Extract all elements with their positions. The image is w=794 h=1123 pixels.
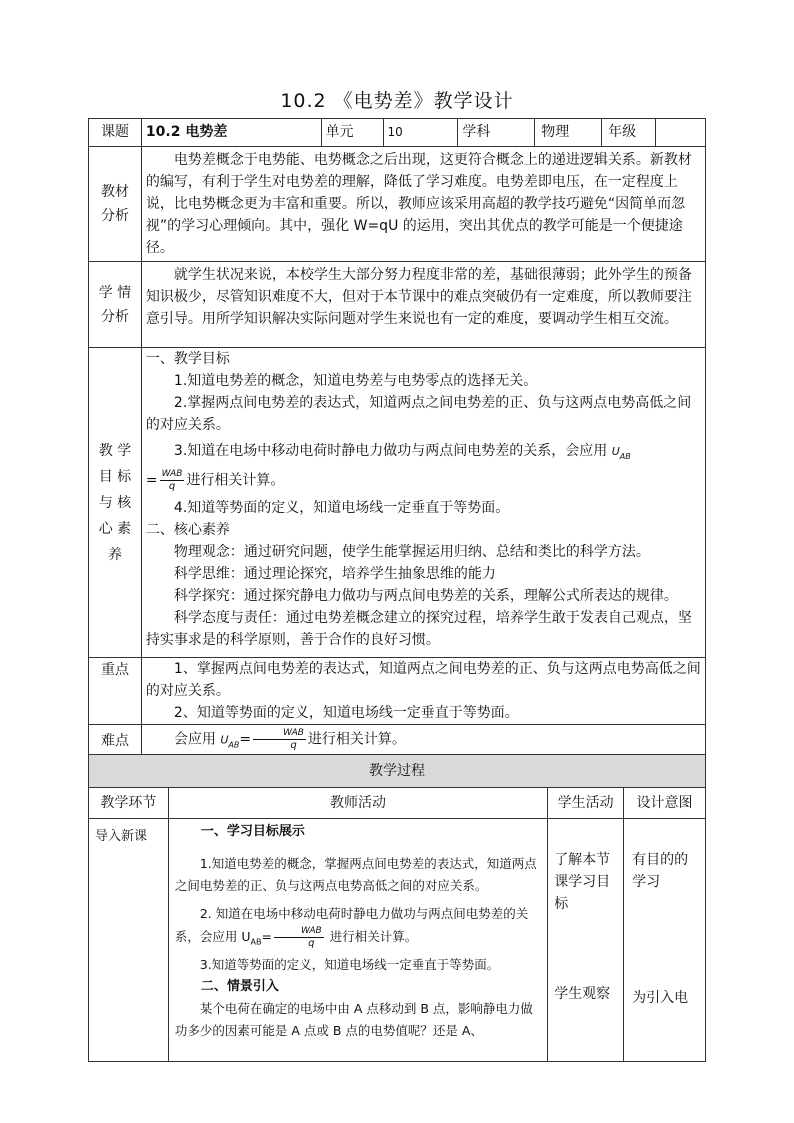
stage-cell: 导入新课 xyxy=(89,819,169,1062)
grade-label: 年级 xyxy=(602,119,656,147)
textbook-analysis-text xyxy=(141,147,705,262)
topic-label: 课题 xyxy=(89,119,142,147)
scene-paragraph: 某个电荷在确定的电场中由 A 点移动到 B 点，影响静电力做功多少的因素可能是 A 点或 B 点的电势值呢？还是 A、 xyxy=(174,1000,533,1038)
textbook-analysis-label xyxy=(89,147,142,262)
formula-sub-ab: AB xyxy=(619,451,631,461)
student-activity-1: 了解本节课学习目标 xyxy=(554,852,611,912)
core-literacy-4: 科学态度与责任：通过电势差概念建立的探究过程，培养学生敢于发表自己观点，坚持实事求是的科学原则，善于合作的良好习惯。 xyxy=(145,609,692,648)
difficulty-label: 难点 xyxy=(89,725,142,769)
section-goals-title: 一、学习目标展示 xyxy=(200,824,305,839)
formula-denominator: q xyxy=(290,740,297,751)
student-activity xyxy=(548,819,624,1062)
teacher-goal-3: 3.知道等势面的定义，知道电场线一定垂直于等势面。 xyxy=(199,956,500,972)
teacher-goal-1: 1.知道电势差的概念，掌握两点间电势差的表达式，知道两点之间电势差的正、负与这两点电势高低之间的对应关系。 xyxy=(174,856,537,893)
formula-fraction xyxy=(160,468,185,493)
textbook-analysis-paragraph: 电势差概念于电势能、电势概念之后出现，这更符合概念上的递进逻辑关系。新教材的编写，有利于学生对电势差的理解，降低了学习难度。电势差即电压，在一定程度上说，比电势概念更为丰富和重要。所以，教师应该采用高超的教学技巧避免“因简单而忽视”的学习心理倾向。其中，强化 W=qU 的运用，突出其优点的教学可能是一个便捷途径。 xyxy=(145,152,692,256)
goal-item-1: 1.知道电势差的概念，知道电势差与电势零点的选择无关。 xyxy=(173,373,538,389)
design-intent-1: 有目的的学习 xyxy=(632,852,689,890)
student-activity-2: 学生观察 xyxy=(554,986,611,1002)
goal-item-3-tail: 进行相关计算。 xyxy=(186,472,285,489)
col-teacher: 教师活动 xyxy=(168,788,547,819)
key-point-2: 2、知道等势面的定义，知道电场线一定垂直于等势面。 xyxy=(173,705,519,721)
col-stage: 教学环节 xyxy=(89,788,169,819)
goal-item-3-text: 3.知道在电场中移动电荷时静电力做功与两点间电势差的关系，会应用 xyxy=(173,443,608,459)
core-literacy-heading: 二、核心素养 xyxy=(145,521,230,538)
formula-var-u: U xyxy=(611,445,620,458)
key-point-1: 1、掌握两点间电势差的表达式，知道两点之间电势差的正、负与这两点电势高低之间的对应关系。 xyxy=(145,661,701,699)
design-intent-2: 为引入电 xyxy=(632,990,689,1006)
formula-numerator: WAB xyxy=(274,925,324,938)
process-title: 教学过程 xyxy=(89,755,706,788)
topic-value: 10.2 电势差 xyxy=(141,119,321,147)
goal-item-3-formula xyxy=(146,468,701,493)
teacher-goal-2 xyxy=(175,903,541,954)
key-points-label: 重点 xyxy=(89,658,142,725)
goals-label-line: 心 素 xyxy=(98,520,132,537)
goals-label-line: 目 标 xyxy=(98,468,132,485)
goals-label xyxy=(89,348,142,658)
unit-label: 单元 xyxy=(321,119,383,147)
formula-denominator: q xyxy=(308,938,315,949)
teaching-process-table xyxy=(88,754,706,1062)
formula-sub-ab: AB xyxy=(250,937,262,947)
formula-sub-ab: AB xyxy=(228,740,240,750)
goals-heading: 一、教学目标 xyxy=(145,351,230,367)
teacher-activity xyxy=(168,819,547,1062)
student-analysis-label xyxy=(89,262,142,348)
student-analysis-paragraph: 就学生状况来说，本校学生大部分努力程度非常的差，基础很薄弱；此外学生的预备知识极少，尽管知识难度不大，但对于本节课中的难点突破仍有一定难度，所以教师要注意引导。用所学知识解决实际问题对学生来说也有一定的难度，要调动学生相互交流。 xyxy=(145,267,692,327)
formula-fraction xyxy=(253,727,306,752)
formula-equals: = xyxy=(261,929,272,944)
col-student: 学生活动 xyxy=(548,788,624,819)
student-label-line2: 分析 xyxy=(100,308,129,325)
core-literacy-2: 科学思维：通过理论探究，培养学生抽象思维的能力 xyxy=(173,565,496,582)
goal-item-4: 4.知道等势面的定义，知道电场线一定垂直于等势面。 xyxy=(173,499,510,516)
student-label-line1: 学 情 xyxy=(98,284,132,301)
col-design: 设计意图 xyxy=(624,788,706,819)
grade-value xyxy=(656,119,706,147)
formula-numerator: WAB xyxy=(253,727,306,740)
goal-item-2: 2.掌握两点间电势差的表达式，知道两点之间电势差的正、负与这两点电势高低之间的对应关系。 xyxy=(145,395,692,433)
textbook-label-line1: 教材 xyxy=(100,184,129,200)
textbook-label-line2: 分析 xyxy=(100,208,129,224)
unit-value: 10 xyxy=(383,119,458,147)
core-literacy-1: 物理观念：通过研究问题，使学生能掌握运用归纳、总结和类比的科学方法。 xyxy=(173,543,650,560)
goals-label-line: 教 学 xyxy=(98,442,132,459)
subject-value: 物理 xyxy=(535,119,602,147)
design-intent xyxy=(624,819,706,1062)
difficulty-pre: 会应用 xyxy=(173,731,216,748)
key-points-content xyxy=(141,658,705,725)
formula-equals: = xyxy=(145,472,158,489)
student-analysis-text xyxy=(141,262,705,348)
section-scene-title: 二、情景引入 xyxy=(200,978,279,994)
difficulty-text xyxy=(146,727,701,756)
goals-content xyxy=(141,348,705,658)
formula-var-u: U xyxy=(220,733,229,747)
formula-equals: = xyxy=(239,731,252,748)
difficulty-tail: 进行相关计算。 xyxy=(307,731,406,748)
teacher-goal-2-text: 2. 知道在电场中移动电荷时静电力做功与两点间电势差的关系，会应用 U xyxy=(174,906,529,944)
formula-fraction xyxy=(274,925,324,950)
goal-item-3 xyxy=(146,440,701,468)
core-literacy-3: 科学探究：通过探究静电力做功与两点间电势差的关系，理解公式所表达的规律。 xyxy=(173,587,678,604)
document-title: 10.2 《电势差》教学设计 xyxy=(280,90,514,112)
subject-label: 学科 xyxy=(458,119,535,147)
formula-denominator: q xyxy=(168,480,176,492)
lesson-info-table xyxy=(88,118,706,769)
goals-label-line: 养 xyxy=(107,546,122,563)
goals-label-line: 与 核 xyxy=(98,494,132,511)
teacher-goal-2-tail: 进行相关计算。 xyxy=(325,929,418,944)
formula-numerator: WAB xyxy=(161,468,183,479)
